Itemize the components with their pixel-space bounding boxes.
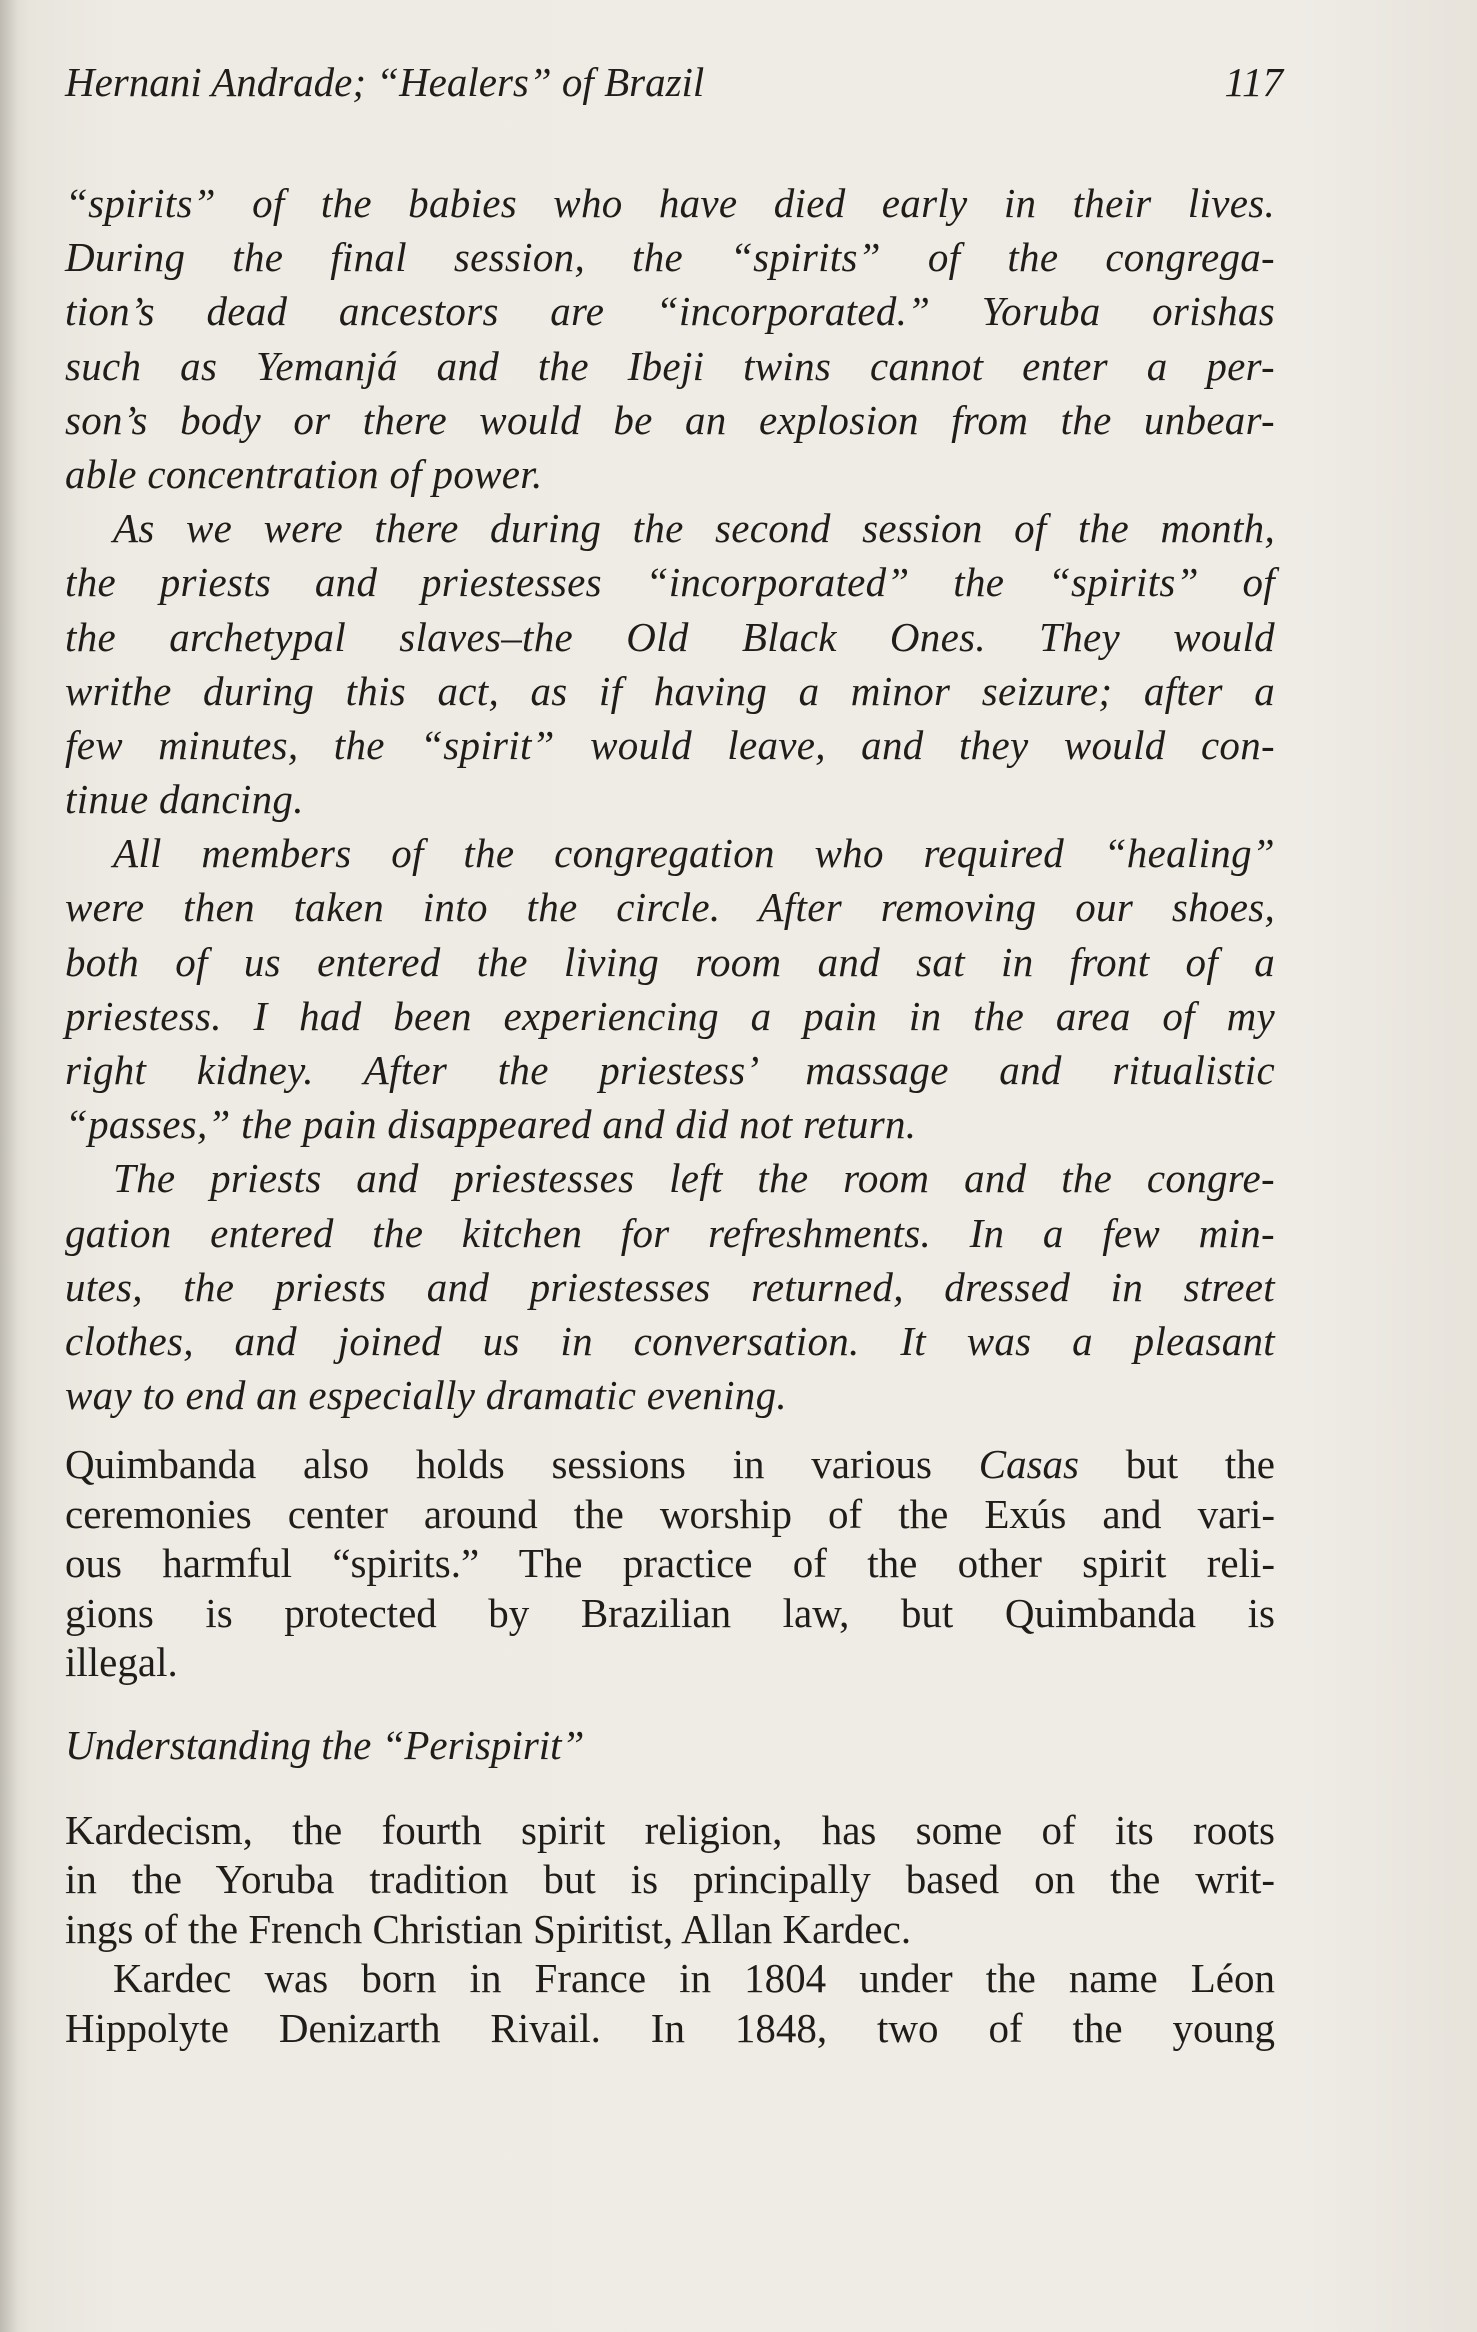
text-line: the priests and priestesses “incorporated” the “spirits” of <box>65 559 1275 606</box>
text-line: were then taken into the circle. After removing our shoes, <box>65 884 1275 931</box>
text-line: “spirits” of the babies who have died early in their lives. <box>65 180 1275 226</box>
text-line: Hippolyte Denizarth Rivail. In 1848, two of the young <box>65 2004 1275 2051</box>
text-line: able concentration of power. <box>65 450 543 497</box>
body-text <box>65 176 1275 2053</box>
text-line: All members of the congregation who required “healing” <box>113 830 1275 877</box>
text-line: in the Yoruba tradition but is principally based on the writ- <box>65 1856 1275 1903</box>
text-line: son’s body or there would be an explosion from the unbear- <box>65 396 1275 443</box>
page-number: 117 <box>1224 59 1283 105</box>
text-line: “passes,” the pain disappeared and did not return. <box>65 1101 917 1148</box>
text-line: few minutes, the “spirit” would leave, and they would con- <box>65 721 1275 768</box>
text-line: ings of the French Christian Spiritist, Allan Kardec. <box>65 1905 912 1952</box>
paragraph <box>65 1954 1275 2053</box>
text-line: utes, the priests and priestesses returned, dressed in street <box>65 1263 1275 1310</box>
text-line: tinue dancing. <box>65 776 304 823</box>
kardecism-section <box>65 1806 1275 2054</box>
text-line: As we were there during the second session of the month, <box>113 505 1275 552</box>
quote-paragraph <box>65 501 1275 826</box>
text-line: writhe during this act, as if having a minor seizure; after a <box>65 667 1275 714</box>
quimbanda-paragraph <box>65 1440 1275 1688</box>
text-line: clothes, and joined us in conversation. It was a pleasant <box>65 1317 1275 1364</box>
text-line: ous harmful “spirits.” The practice of the other spirit reli- <box>65 1540 1275 1587</box>
text-line: right kidney. After the priestess’ massage and ritualistic <box>65 1047 1275 1093</box>
quote-paragraph <box>65 1151 1275 1422</box>
quote-paragraph <box>65 826 1275 1151</box>
text-line: Kardecism, the fourth spirit religion, has some of its roots <box>65 1806 1275 1853</box>
text-line: gation entered the kitchen for refreshments. In a few min- <box>65 1209 1275 1256</box>
text-line: Kardec was born in France in 1804 under the name Léon <box>113 1955 1275 2002</box>
text-line: ceremonies center around the worship of the Exús and vari- <box>65 1490 1275 1537</box>
text-line: illegal. <box>65 1639 178 1686</box>
text-line: gions is protected by Brazilian law, but Quimbanda is <box>65 1589 1275 1636</box>
text-run: Quimbanda also holds sessions in various <box>65 1441 979 1488</box>
running-title: Hernani Andrade; “Healers” of Brazil <box>65 59 705 105</box>
text-run: but the <box>1079 1441 1275 1488</box>
text-line: priestess. I had been experiencing a pain in the area of my <box>65 992 1275 1039</box>
text-line <box>65 1440 1275 1490</box>
paragraph <box>65 1806 1275 1955</box>
text-line: During the final session, the “spirits” of the congrega- <box>65 234 1275 281</box>
spacer <box>65 1688 1275 1718</box>
text-line: tion’s dead ancestors are “incorporated.” Yoruba orishas <box>65 288 1275 335</box>
spacer <box>65 1772 1275 1806</box>
spacer <box>65 1422 1275 1440</box>
text-line: such as Yemanjá and the Ibeji twins cannot enter a per- <box>65 342 1275 389</box>
text-line: the archetypal slaves–the Old Black Ones. They would <box>65 613 1275 660</box>
text-line: both of us entered the living room and sat in front of a <box>65 938 1275 985</box>
italic-term: Casas <box>978 1441 1079 1488</box>
quote-paragraph <box>65 176 1275 501</box>
text-line: way to end an especially dramatic evening. <box>65 1372 787 1419</box>
running-header <box>65 56 1283 108</box>
binding-shadow <box>0 0 18 2332</box>
text-line: The priests and priestesses left the room and the congre- <box>113 1155 1275 1202</box>
block-quote <box>65 176 1275 1422</box>
section-heading: Understanding the “Perispirit” <box>65 1721 585 1768</box>
